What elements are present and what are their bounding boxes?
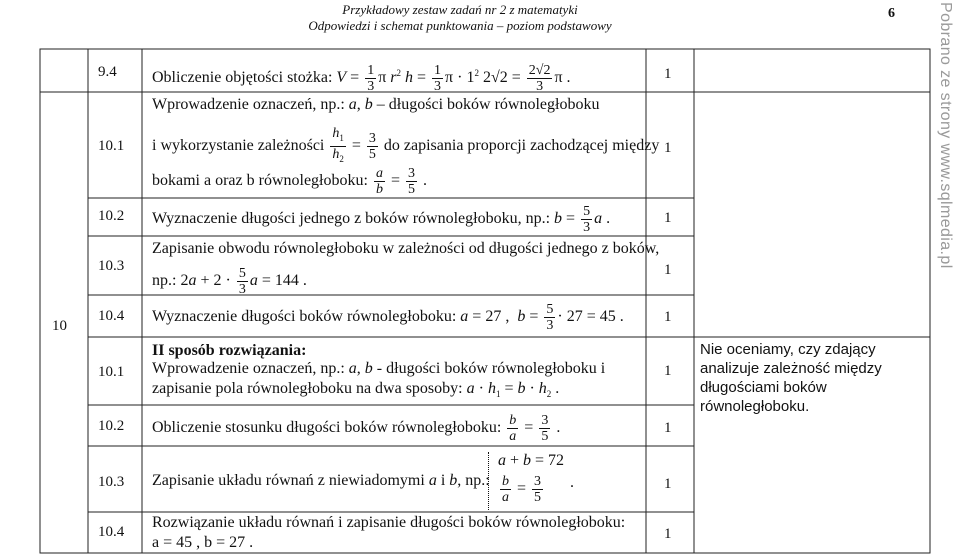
system-brace: [488, 452, 495, 510]
step-id: 10.1: [98, 364, 125, 380]
row-10-3-line-1: Zapisanie obwodu równoległoboku w zależności od długości jednego z boków,: [152, 240, 660, 257]
step-id: 9.4: [98, 64, 117, 80]
row-9-4-text: Obliczenie objętości stożka: V = $\frac{1}{3}$ π $r^2$ h = $\frac{1}{3}$ $\pi \cdot 1^2$ 2√2 = $\frac{2√2}{3}$ π .: [152, 63, 571, 94]
task-number: 10: [52, 318, 67, 334]
row-ii-10-3-np: , np.:: [457, 472, 490, 489]
row-10-1-text-b: – długości boków równoległoboku: [376, 96, 600, 113]
row-points: 1: [664, 420, 672, 436]
row-10-1-line-3: bokami a oraz b równoległoboku: $\frac{a}{b}$ = $\frac{3}{5}$ .: [152, 166, 427, 197]
step-id: 10.3: [98, 258, 125, 274]
step-id: 10.2: [98, 208, 125, 224]
row-ii-10-4-line-1: Rozwiązanie układu równań i zapisanie długości boków równoległoboku:: [152, 514, 626, 531]
row-10-1-text-d: do zapisania proporcji zachodzącej między: [383, 136, 660, 154]
side-watermark-text: Pobrano ze strony www.sqlmedia.pl: [937, 2, 954, 269]
row-10-1-line-1: Wprowadzenie oznaczeń, np.: a, b – długości boków równoległoboku: [152, 96, 600, 113]
row-10-3-line-2: np.: 2a + 2 · $\frac{5}{3}$ a = 144 .: [152, 266, 307, 297]
step-id: 10.4: [98, 308, 125, 324]
row-points: 1: [664, 363, 672, 379]
row-ii-10-3-and: i: [440, 472, 446, 489]
step-id: 10.3: [98, 474, 125, 490]
row-10-4-label: Wyznaczenie długości boków równoległoboku:: [152, 308, 457, 326]
row-10-1-line-2: i wykorzystanie zależności $\frac{h_1}{h_2}$ = $\frac{3}{5}$ do zapisania proporcji zachodzącej między: [152, 126, 660, 164]
row-ii-10-2-label: Obliczenie stosunku długości boków równoległoboku:: [152, 419, 502, 437]
row-ii-10-4-line-2: a = 45 , b = 27 .: [152, 534, 254, 551]
row-ii-10-1-line-2: zapisanie pola równoległoboku na dwa sposoby: $a \cdot h_1 = b \cdot h_2$ .: [152, 380, 560, 400]
step-id: 10.1: [98, 138, 125, 154]
row-points: 1: [664, 526, 672, 542]
row-points: 1: [664, 210, 672, 226]
row-ii-10-1-text-a: Wprowadzenie oznaczeń, np.:: [152, 360, 345, 377]
row-10-1-text-a: Wprowadzenie oznaczeń, np.:: [152, 96, 345, 113]
row-ii-10-3-label: Zapisanie układu równań z niewiadomymi: [152, 472, 425, 489]
row-10-4-text: Wyznaczenie długości boków równoległoboku: a = 27 , b = $\frac{5}{3}$ · 27 = 45 .: [152, 302, 624, 333]
row-points: 1: [664, 476, 672, 492]
system-period: .: [570, 474, 574, 491]
method-2-title-text: II sposób rozwiązania:: [152, 342, 307, 359]
system-equation-1: a + b = 72: [498, 452, 565, 469]
row-points: 1: [664, 309, 672, 325]
row-9-4-label: Obliczenie objętości stożka:: [152, 69, 333, 87]
row-ii-10-1-text-b: - długości boków równoległoboku i: [376, 360, 606, 377]
grading-note: Nie oceniamy, czy zdający analizuje zależność między długościami boków równoległoboku.: [700, 341, 882, 415]
step-id: 10.2: [98, 418, 125, 434]
row-10-2-text: Wyznaczenie długości jednego z boków równoległoboku, np.: b = $\frac{5}{3}$ a .: [152, 204, 611, 235]
system-equation-2: $\frac{b}{a}$ = $\frac{3}{5}$: [502, 474, 542, 505]
method-2-title: [152, 342, 306, 360]
row-10-1-text-e: bokami a oraz b równoległoboku:: [152, 172, 368, 190]
page-number: 6: [888, 6, 895, 21]
row-10-3-np: np.:: [152, 272, 177, 290]
row-ii-10-1-text-c: zapisanie pola równoległoboku na dwa sposoby:: [152, 380, 463, 397]
row-points: 1: [664, 66, 672, 82]
step-id: 10.4: [98, 524, 125, 540]
header-line-2: Odpowiedzi i schemat punktowania – poziom podstawowy: [308, 18, 612, 33]
row-ii-10-2-text: Obliczenie stosunku długości boków równoległoboku: $\frac{b}{a}$ = $\frac{3}{5}$ .: [152, 413, 561, 444]
row-10-2-label: Wyznaczenie długości jednego z boków równoległoboku, np.:: [152, 210, 551, 228]
row-10-1-text-c: i wykorzystanie zależności: [152, 136, 325, 154]
row-points: 1: [664, 262, 672, 278]
row-ii-10-3-text: Zapisanie układu równań z niewiadomymi a i b, np.:: [152, 472, 490, 489]
row-ii-10-1-line-1: Wprowadzenie oznaczeń, np.: a, b - długości boków równoległoboku i: [152, 360, 606, 377]
row-points: 1: [664, 140, 672, 156]
header-line-1: Przykładowy zestaw zadań nr 2 z matematyki: [342, 2, 578, 17]
